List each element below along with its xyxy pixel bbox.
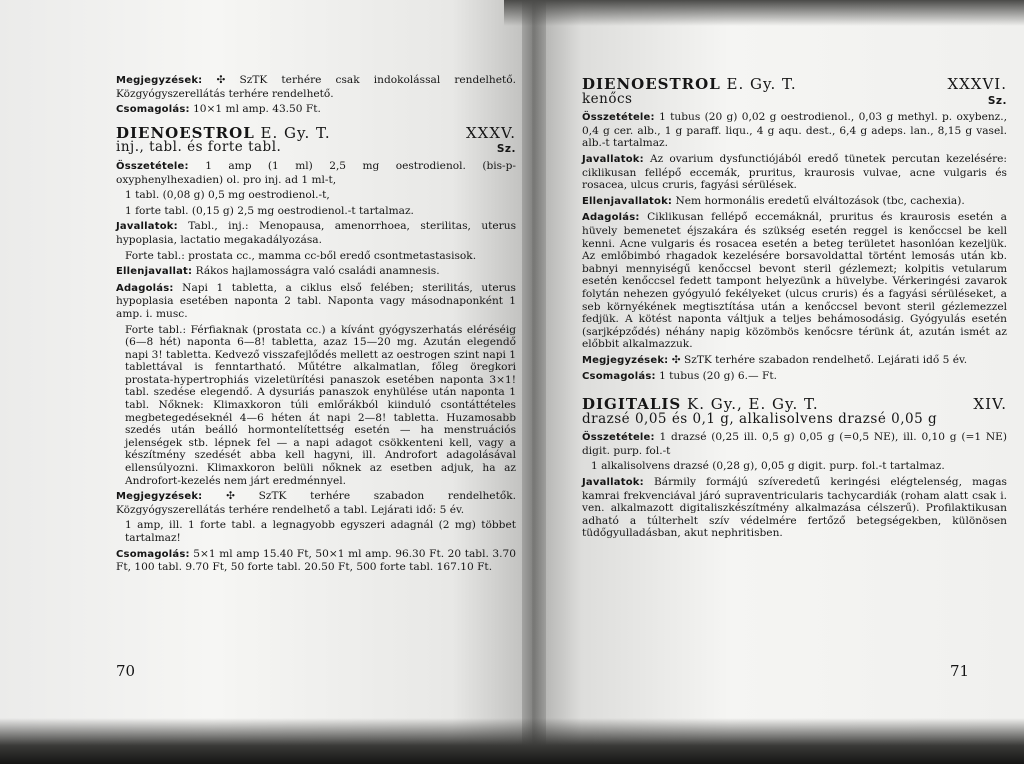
composition (582, 431, 1007, 457)
indications (116, 220, 516, 246)
drug-makers: E. Gy. T. (726, 75, 797, 93)
composition-line-2: 1 tabl. (0,08 g) 0,5 mg oestrodienol.-t, (125, 189, 330, 202)
composition-line-1: 1 drazsé (0,25 ill. 0,5 g) 0,05 g (=0,5 NE), ill. 0,10 g (=1 NE) digit. purp. fol.-t (582, 431, 1007, 457)
entry-heading (582, 75, 1007, 93)
dosage (116, 282, 516, 321)
page-number: 70 (116, 662, 136, 680)
contraindications-label: Ellenjavallatok: (582, 195, 673, 207)
entry-subheading (116, 141, 516, 154)
indications (582, 476, 1007, 540)
drug-name: DIGITALIS (582, 395, 682, 414)
entry-heading-digitalis (582, 395, 1007, 414)
drug-makers: E. Gy. T. (260, 123, 331, 142)
entry-number: XIV. (973, 395, 1007, 414)
notes-label: Megjegyzések: (116, 491, 203, 503)
packaging-text: 1 tubus (20 g) 6.— Ft. (659, 370, 777, 383)
composition-line-3: 1 forte tabl. (0,15 g) 2,5 mg oestrodienol.-t tartalmaz. (125, 204, 414, 217)
indications-text: Tabl., inj.: Menopausa, amenorrhoea, sterilitas, uterus hypoplasia, lactatio megakadályozása. (116, 220, 516, 246)
drug-makers: K. Gy., E. Gy. T. (687, 395, 819, 414)
dosage-label: Adagolás: (116, 282, 174, 294)
composition-text: 1 tubus (20 g) 0,02 g oestrodienol., 0,03 g methyl. p. oxybenz., 0,4 g cer. alb., 1 g paraff. liqu., 4 g aqu. dest., 6,4 g adeps. lan., 8,15 g vasel. alb.-t tartalmaz. (582, 111, 1008, 150)
indications-label: Javallatok: (116, 221, 178, 233)
book-gutter (522, 0, 546, 764)
contraindications (582, 195, 1007, 209)
composition-label: Összetétele: (582, 112, 655, 124)
notes-text: ✣ SzTK terhére szabadon rendelhető. Lejárati idő 5 év. (671, 353, 968, 366)
right-page-content (582, 75, 1008, 543)
packaging-label: Csomagolás: (116, 548, 190, 560)
dosage (582, 211, 1007, 351)
indications-label: Javallatok: (582, 477, 644, 489)
composition-line-1: 1 amp (1 ml) 2,5 mg oestrodienol. (bis-p-oxyphenylhexadien) ol. pro inj. ad 1 ml-t, (116, 159, 516, 186)
drug-forms: drazsé 0,05 és 0,1 g, alkalisolvens drazsé 0,05 g (582, 410, 938, 427)
entry-number: XXXVI. (947, 75, 1007, 93)
notes-text: ✣ SzTK terhére szabadon rendelhetők. Közgyógyszerellátás terhére rendelhető a tabl. Lejárati idő: 5 év. (116, 490, 516, 516)
indications-label: Javallatok: (582, 153, 644, 165)
packaging (582, 370, 1007, 384)
scan-bottom-shadow (0, 718, 1024, 764)
notes-text: ✣ SzTK terhére csak indokolással rendelhető. Közgyógyszerellátás terhére rendelhető. (116, 74, 517, 100)
page-edge-shadow (504, 0, 1024, 26)
entry-subheading-digitalis (582, 410, 1007, 427)
entry-number: XXXV. (465, 123, 516, 142)
notes-label: Megjegyzések: (582, 354, 669, 366)
composition (116, 160, 516, 186)
contraindication-text: Rákos hajlamosságra való családi anamnesis. (195, 265, 440, 278)
sz-mark: Sz. (496, 143, 516, 156)
indications-text: Bármily formájú szíveredetű keringési elégtelenség, magas kamrai frekvenciával járó supraventricularis tachycardiák (roham alatt csak i. ven. alkalmazott digitaliszkészítmény alkalmazása célszerű). Profilaktikusan adható a túlterhelt szív védelmére fertőző betegségekben, különösen tüdőgyulladásban, akut nephritisben. (582, 476, 1007, 540)
composition-label: Összetétele: (116, 160, 189, 172)
composition-line-2: 1 alkalisolvens drazsé (0,28 g), 0,05 g digit. purp. fol.-t tartalmaz. (591, 460, 945, 473)
packaging-label: Csomagolás: (582, 371, 656, 383)
contraindication-label: Ellenjavallat: (116, 266, 193, 278)
notes (582, 354, 1007, 368)
entry-heading (116, 123, 516, 142)
drug-forms: kenőcs (582, 90, 633, 107)
indications (582, 153, 1007, 192)
dosage-label: Adagolás: (582, 212, 640, 224)
right-page (532, 0, 1024, 764)
packaging-text: 5×1 ml amp 15.40 Ft, 50×1 ml amp. 96.30 Ft. 20 tabl. 3.70 Ft, 100 tabl. 9.70 Ft, 50 forte tabl. 20.50 Ft, 500 forte tabl. 167.10 Ft. (116, 547, 517, 574)
indications-forte: Forte tabl.: prostata cc., mamma cc-ből eredő csontmetastasisok. (125, 249, 477, 262)
contraindications-text: Nem hormonális eredetű elváltozások (tbc, cachexia). (675, 194, 965, 207)
drug-forms: inj., tabl. és forte tabl. (116, 139, 282, 156)
composition-label: Összetétele: (582, 432, 655, 444)
composition (582, 111, 1007, 150)
drug-name: DIENOESTROL (116, 123, 255, 142)
notes-text-2: 1 amp, ill. 1 forte tabl. a legnagyobb egyszeri adagnál (2 mg) többet tartalmaz! (125, 519, 516, 544)
prev-entry-packaging (116, 103, 516, 117)
drug-name: DIENOESTROL (582, 75, 721, 93)
sz-mark: Sz. (987, 94, 1007, 107)
packaging (116, 548, 516, 574)
notes (116, 490, 516, 516)
dosage-text: Ciklikusan fellépő eccemáknál, pruritus és kraurosis esetén a hüvely bemenetet éjszakára és szükség esetén reggel is kenőccsel be kell kenni. Acne vulgaris és rosacea esetén a beteg területet hasonlóan kezeljük. Az emlőbimbó rhagadok kezelésére borsavoldattal történt lemosás után kb. babnyi mennyiségű kenőccsel bevont steril gézlemezt; kolpitis vetularum esetén kenőccsel fedett tampont helyezünk a hüvelybe. Vérkeringési zavarok folytán nehezen gyógyuló fekélyeket (ulcus cruris) és a fagyási sérüléseket, a seb környékének megtisztítása után a kenőccsel bevont steril gézlemezzel fedjük. A kötést naponta váltjuk a teljes behámosodásig. Gyógyulás esetén (sarjképződés) néhány napig közömbös kenőcsre térünk át, azután ismét az előbbit alkalmazzuk. (582, 211, 1007, 351)
entry-subheading (582, 90, 1007, 107)
notes-label: Megjegyzések: (116, 75, 203, 86)
dosage-text: Napi 1 tabletta, a ciklus első felében; sterilitás, uterus hypoplasia esetében naponta 2 tabl. Naponta vagy másodnaponként 1 amp. i. musc. (116, 281, 516, 320)
packaging-label: Csomagolás: (116, 104, 190, 116)
page-number: 71 (950, 662, 970, 680)
contraindication (116, 265, 516, 279)
left-page-content (116, 74, 516, 577)
dosage-forte: Forte tabl.: Férfiaknak (prostata cc.) a kívánt gyógyszerhatás eléréséig (6—8 hét) naponta 6—8! tabletta, azaz 15—20 mg. Azután elegendő napi 3! tabletta. Kedvező visszafejlődés mellett az oestrogen szint napi 1 tablettával is fenntartható. Műtétre alkalmatlan, főleg öregkori prostata-hypertrophiás vizeletürítési panaszok esetében naponta 3×1! tabl. szedése elegendő. A dysuriás panaszok enyhülése után naponta 1 tabl. Nőknek: Klimaxkoron túli emlőrákból kiinduló csontáttételes megbetegedéseknél 4—6 héten át napi 2—8! tabletta. Huzamosabb szedés után beálló hormontelítettség esetén — ha menstruációs jelenségek stb. lépnek fel — a napi adagot csökkenteni kell, vagy a készítmény szedését abba kell hagyni, ill. Androfort adagolásával ellensúlyozni. Klimaxkoron belüli nőknek az esetben adjuk, ha az Androfort-kezelés nem járt eredménnyel. (125, 323, 516, 487)
packaging-text: 10×1 ml amp. 43.50 Ft. (193, 103, 321, 116)
indications-text: Az ovarium dysfunctiójából eredő tünetek percutan kezelésére: ciklikusan fellépő eccemák, pruritus, kraurosis vulvae, acne vulgaris és rosacea, ulcus cruris, fagyási sérülések. (582, 152, 1007, 192)
prev-entry-notes (116, 74, 516, 100)
